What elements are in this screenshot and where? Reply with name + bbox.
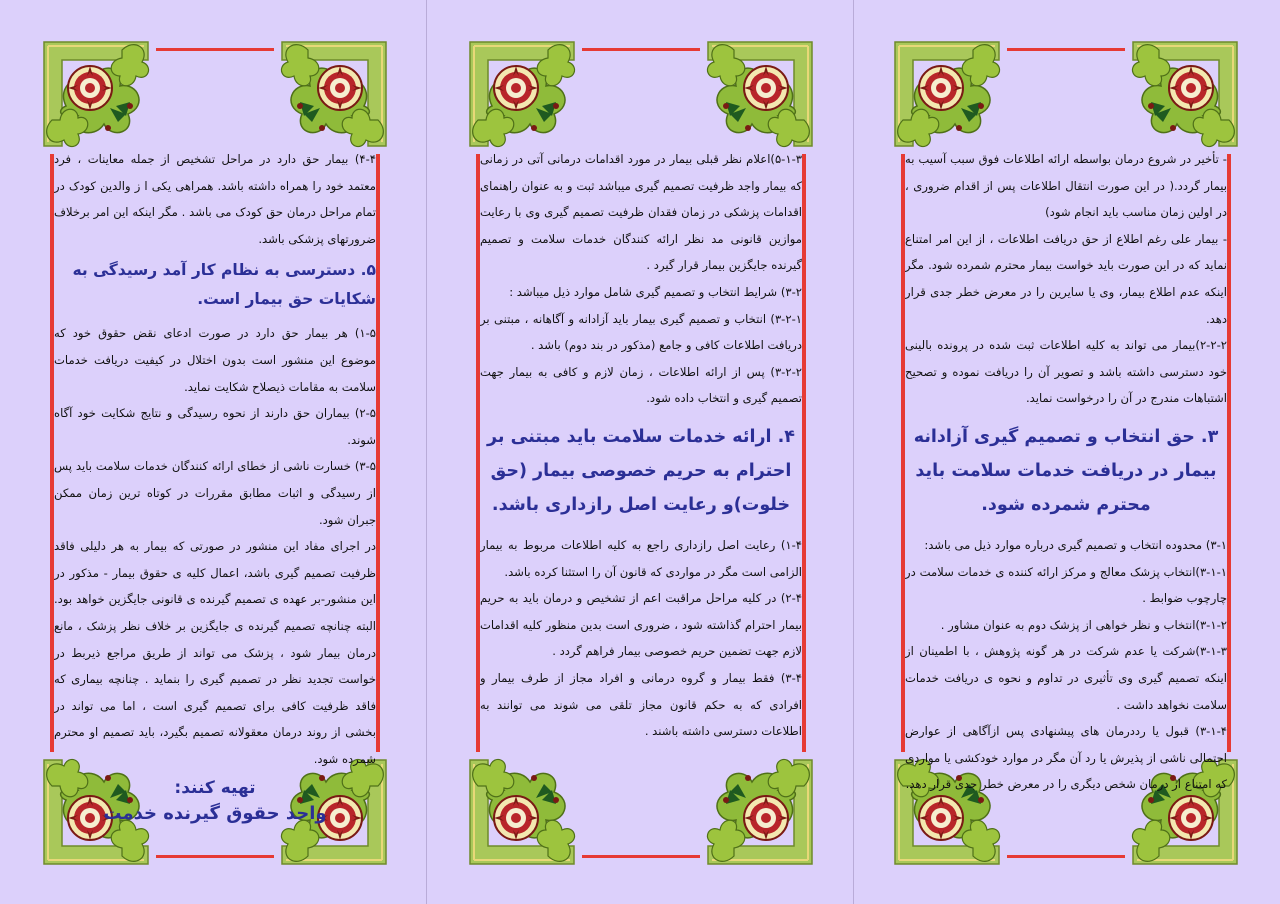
paragraph: ۳-۱-۲)انتخاب و نظر خواهی از پزشک دوم به عنوان مشاور .: [940, 617, 1227, 632]
corner-ornament-top-right: [702, 36, 818, 152]
paragraph: ۲-۴) در کلیه مراحل مراقبت اعم از تشخیص و درمان باید به حریم بیمار احترام گذاشته شود ، ضروری است بدین منظور کلیه اقدامات لازم جهت تضمین حریم خصوصی بیمار فراهم گردد .: [480, 591, 802, 659]
paragraph: ۳-۱-۳)شرکت یا عدم شرکت در هر گونه پژوهش ، با اطمینان از اینکه تصمیم گیری وی تأثیری در تداوم و نحوه ی دریافت خدمات سلامت نخواهد داشت .: [905, 644, 1227, 712]
paragraph: ۳-۲-۱) انتخاب و تصمیم گیری بیمار باید آزادانه و آگاهانه ، مبتنی بر دریافت اطلاعات کافی و جامع (مذکور در بند دوم) باشد .: [480, 311, 802, 353]
corner-ornament-top-left: [38, 36, 154, 152]
prepared-by-name: واحد حقوق گیرنده خدمت: [103, 803, 327, 825]
frame-top-line: [156, 48, 274, 51]
paragraph: - تأخیر در شروع درمان بواسطه ارائه اطلاعات فوق سبب آسیب به بیمار گردد.( در این صورت انتقال اطلاعات پس از اقدام ضروری ، در اولین زمان مناسب باید انجام شود): [905, 152, 1227, 220]
frame-bottom-line: [582, 855, 700, 858]
section-heading-3: ۳. حق انتخاب و تصمیم گیری آزادانه بیمار در دریافت خدمات سلامت باید محترم شمرده شود.: [913, 426, 1219, 515]
panel-middle-text: [480, 146, 802, 830]
paragraph: ۳-۴) فقط بیمار و گروه درمانی و افراد مجاز از طرف بیمار و افرادی که به حکم قانون مجاز تلقی می شوند می توانند به اطلاعات دسترسی داشته باشند .: [480, 670, 802, 739]
frame-right-line: [802, 154, 806, 752]
paragraph: ۳-۱-۴) قبول یا رددرمان های پیشنهادی پس ازآگاهی از عوارض احتمالی ناشی از پذیرش یا رد آن مگر در موارد خودکشی یا مواردی که امتناع از درمان شخص دیگری را در معرض خطر جدی قرار دهد.: [905, 724, 1227, 792]
paragraph: ۳-۱-۱)انتخاب پزشک معالج و مرکز ارائه کننده ی خدمات سلامت در چارچوب ضوابط .: [905, 564, 1227, 606]
frame-bottom-line: [1007, 855, 1125, 858]
fold-line-2: [853, 0, 854, 904]
paragraph: ۱-۵) هر بیمار حق دارد در صورت ادعای نقض حقوق خود که موضوع این منشور است بدون اختلال در کیفیت دریافت خدمات سلامت به مقامات ذیصلاح شکایت نماید.: [54, 326, 376, 394]
paragraph: ۳-۲-۲) پس از ارائه اطلاعات ، زمان لازم و کافی به بیمار جهت تصمیم گیری و انتخاب داده شود.: [480, 364, 802, 406]
section-heading-5: ۵. دسترسی به نظام کار آمد رسیدگی به شکایات حق بیمار است.: [72, 261, 376, 309]
prepared-by-label: تهیه کنند:: [174, 778, 256, 799]
paragraph: - بیمار علی رغم اطلاع از حق دریافت اطلاعات ، از این امر امتناع نماید که در این صورت باید خواست بیمار محترم شمرده شود. مگر اینکه عدم اطلاع بیمار، وی یا سایرین را در معرض خطر جدی قرار دهد.: [905, 231, 1227, 326]
frame-top-line: [582, 48, 700, 51]
paragraph: ۴-۴) بیمار حق دارد در مراحل تشخیص از جمله معاینات ، فرد معتمد خود را همراه داشته باشد. همراهی یکی ا ز والدین کودک در تمام مراحل درمان حق کودک می باشد . مگر اینکه این امر برخلاف ضرورتهای پزشکی باشد.: [54, 152, 376, 246]
fold-line-1: [426, 0, 427, 904]
prepared-by: [54, 776, 376, 828]
section-heading-4: ۴. ارائه خدمات سلامت باید مبتنی بر احترام به حریم خصوصی بیمار (حق خلوت)و رعایت اصل رازداری باشد.: [487, 426, 795, 515]
corner-ornament-top-left: [464, 36, 580, 152]
paragraph: ۱-۴) رعایت اصل رازداری راجع به کلیه اطلاعات مربوط به بیمار الزامی است مگر در مواردی که قانون آن را استثنا کرده باشد.: [480, 537, 802, 579]
frame-bottom-line: [156, 855, 274, 858]
paragraph: ۳-۱) محدوده انتخاب و تصمیم گیری درباره موارد ذیل می باشد:: [924, 537, 1227, 552]
panel-middle: [464, 36, 818, 870]
corner-ornament-top-right: [276, 36, 392, 152]
panel-right: [889, 36, 1243, 870]
frame-right-line: [376, 154, 380, 752]
paragraph: ۵-۱-۳)اعلام نظر قبلی بیمار در مورد اقدامات درمانی آتی در زمانی که بیمار واجد ظرفیت تصمیم گیری میباشد ثبت و به عنوان راهنمای اقدامات پزشکی در زمان فقدان ظرفیت تصمیم گیری وی با رعایت موازین قانونی مد نظر ارائه کنندگان خدمات سلامت و تصمیم گیرنده جایگزین بیمار قرار گیرد .: [480, 152, 802, 273]
frame-right-line: [1227, 154, 1231, 752]
paragraph: ۳-۵) خسارت ناشی از خطای ارائه کنندگان خدمات سلامت باید پس از رسیدگی و اثبات مطابق مقررات در کوتاه ترین زمان ممکن جبران شود.: [54, 459, 376, 527]
paragraph: در اجرای مفاد این منشور در صورتی که بیمار به هر دلیلی فاقد ظرفیت تصمیم گیری باشد، اعمال کلیه ی حقوق بیمار - مذکور در این منشور-بر عهده ی تصمیم گیرنده ی قانونی جایگزین خواهد بود. البته چنانچه تصمیم گیرنده ی جایگزین بر خلاف نظر پزشک ، مانع درمان بیمار شود ، پزشک می تواند از طریق مراجع ذیربط در خواست تجدید نظر در تصمیم گیری را بنماید . چنانچه بیماری که فاقد ظرفیت کافی برای تصمیم گیری است ، اما می تواند در بخشی از روند درمان معقولانه تصمیم بگیرد، باید تصمیم او محترم شمرده شود.: [54, 539, 376, 766]
paragraph: ۳-۲) شرایط انتخاب و تصمیم گیری شامل موارد ذیل میباشد :: [509, 284, 802, 299]
panel-left: [38, 36, 392, 870]
paragraph: ۲-۵) بیماران حق دارند از نحوه رسیدگی و نتایج شکایت خود آگاه شوند.: [54, 406, 376, 447]
frame-top-line: [1007, 48, 1125, 51]
corner-ornament-top-right: [1127, 36, 1243, 152]
corner-ornament-top-left: [889, 36, 1005, 152]
paragraph: ۲-۲-۲)بیمار می تواند به کلیه اطلاعات ثبت شده در پرونده بالینی خود دسترسی داشته باشد و تصویر آن را دریافت نموده و تصحیح اشتباهات مندرج در آن را درخواست نماید.: [905, 338, 1227, 406]
panel-right-text: [905, 146, 1227, 830]
panel-left-text: [54, 146, 376, 830]
